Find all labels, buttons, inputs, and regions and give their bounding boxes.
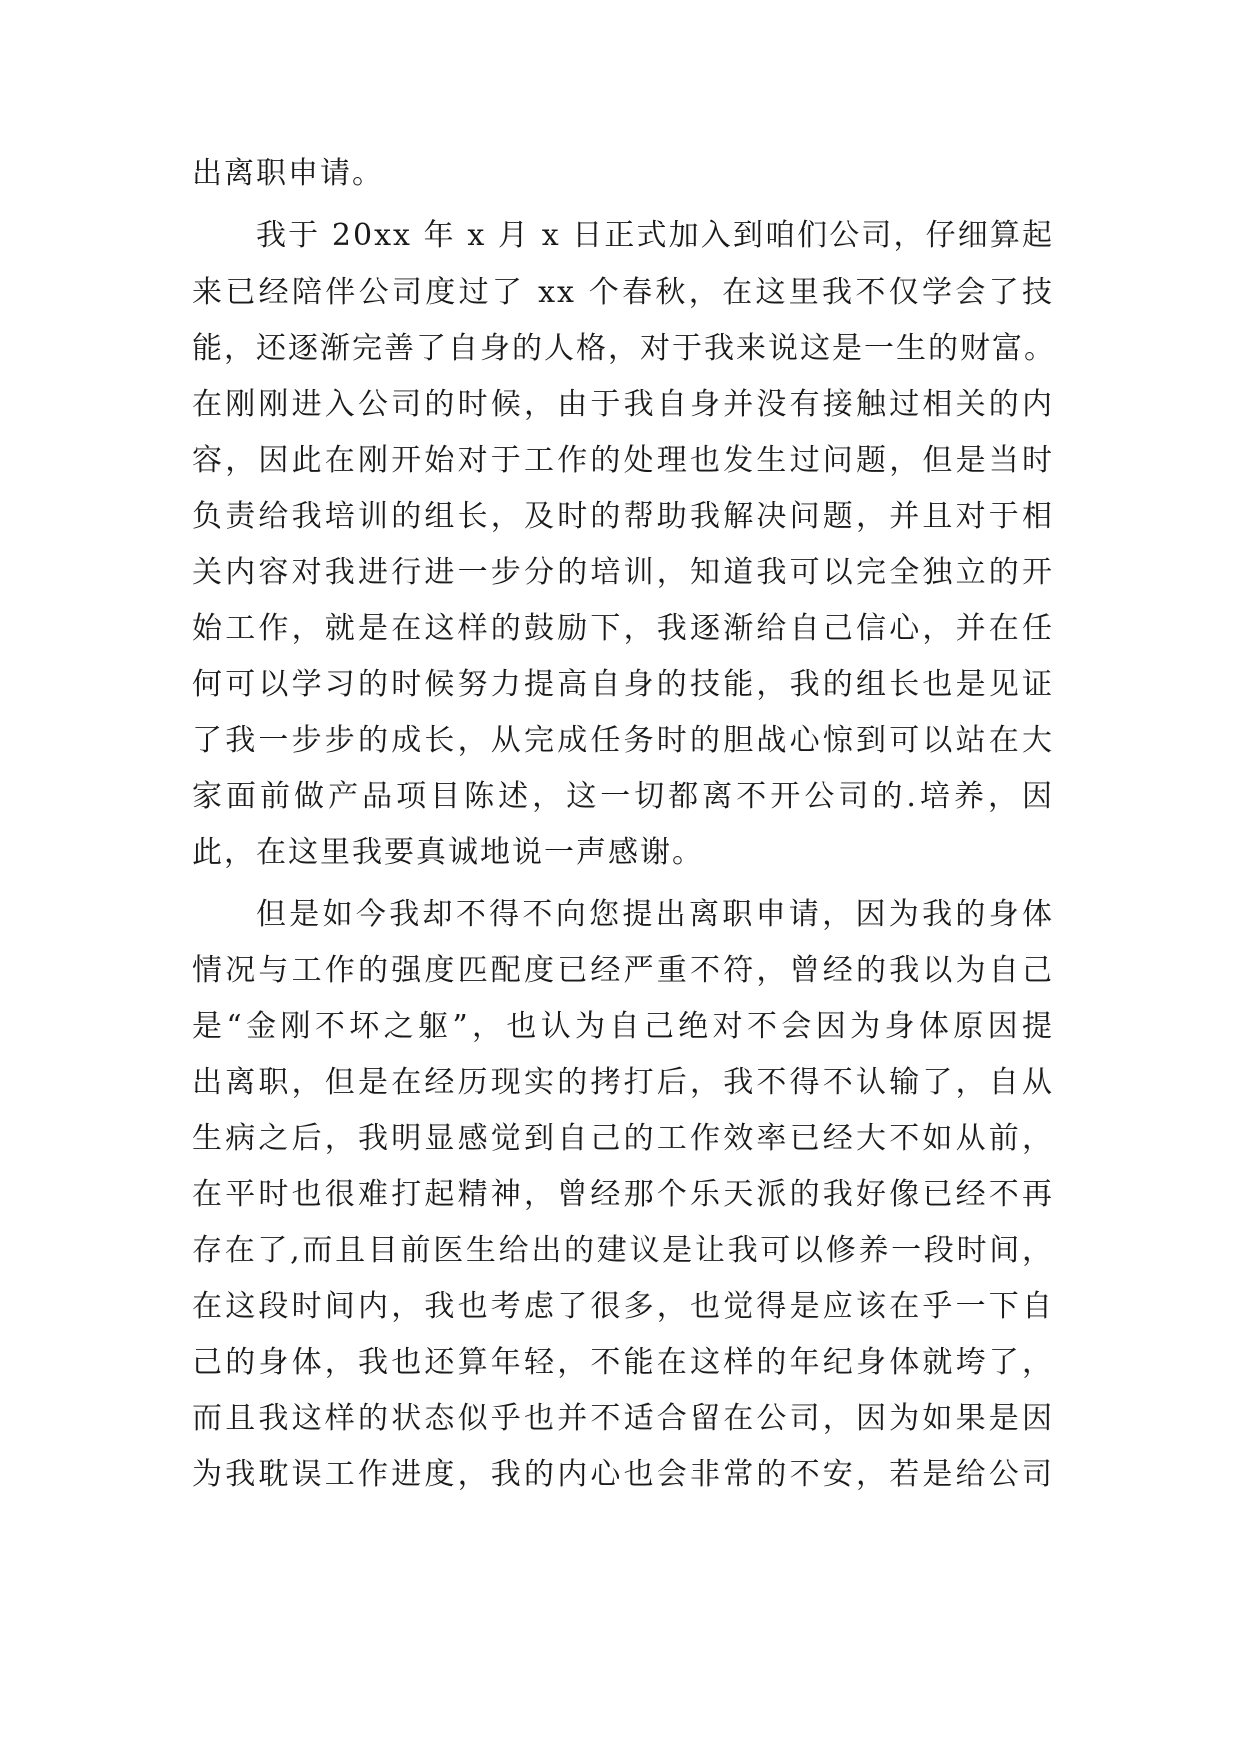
text-line: 出离职，但是在经历现实的拷打后，我不得不认输了，自从	[192, 1065, 1054, 1100]
text-line: 始工作，就是在这样的鼓励下，我逐渐给自己信心，并在任	[192, 611, 1054, 646]
text-line: 了我一步步的成长，从完成任务时的胆战心惊到可以站在大	[192, 723, 1054, 758]
text-line: 生病之后，我明显感觉到自己的工作效率已经大不如从前，	[192, 1121, 1054, 1156]
text-line: 容，因此在刚开始对于工作的处理也发生过问题，但是当时	[192, 443, 1054, 478]
text-line: 在刚刚进入公司的时候，由于我自身并没有接触过相关的内	[192, 387, 1054, 422]
text-line: 在平时也很难打起精神，曾经那个乐天派的我好像已经不再	[192, 1177, 1054, 1212]
text-line: 己的身体，我也还算年轻，不能在这样的年纪身体就垮了，	[192, 1345, 1054, 1380]
paragraph-start-line: 但是如今我却不得不向您提出离职申请，因为我的身体	[256, 897, 1054, 932]
text-line: 是“金刚不坏之躯”，也认为自己绝对不会因为身体原因提	[192, 1009, 1054, 1044]
text-line: 能，还逐渐完善了自身的人格，对于我来说这是一生的财富。	[192, 331, 1056, 366]
text-line: 在这段时间内，我也考虑了很多，也觉得是应该在乎一下自	[192, 1289, 1054, 1324]
text-line: 来已经陪伴公司度过了 xx 个春秋，在这里我不仅学会了技	[192, 275, 1054, 310]
text-line: 而且我这样的状态似乎也并不适合留在公司，因为如果是因	[192, 1401, 1054, 1436]
text-line: 情况与工作的强度匹配度已经严重不符，曾经的我以为自己	[192, 953, 1054, 988]
text-line: 为我耽误工作进度，我的内心也会非常的不安，若是给公司	[192, 1457, 1054, 1492]
paragraph-start-line: 我于 20xx 年 x 月 x 日正式加入到咱们公司，仔细算起	[256, 218, 1054, 253]
text-line: 此，在这里我要真诚地说一声感谢。	[192, 835, 704, 870]
text-line: 负责给我培训的组长，及时的帮助我解决问题，并且对于相	[192, 499, 1054, 534]
text-line: 存在了,而且目前医生给出的建议是让我可以修养一段时间，	[192, 1233, 1054, 1268]
text-line: 出离职申请。	[192, 156, 384, 191]
text-line: 关内容对我进行进一步分的培训，知道我可以完全独立的开	[192, 555, 1054, 590]
text-line: 家面前做产品项目陈述，这一切都离不开公司的.培养，因	[192, 779, 1054, 814]
text-line: 何可以学习的时候努力提高自身的技能，我的组长也是见证	[192, 667, 1054, 702]
